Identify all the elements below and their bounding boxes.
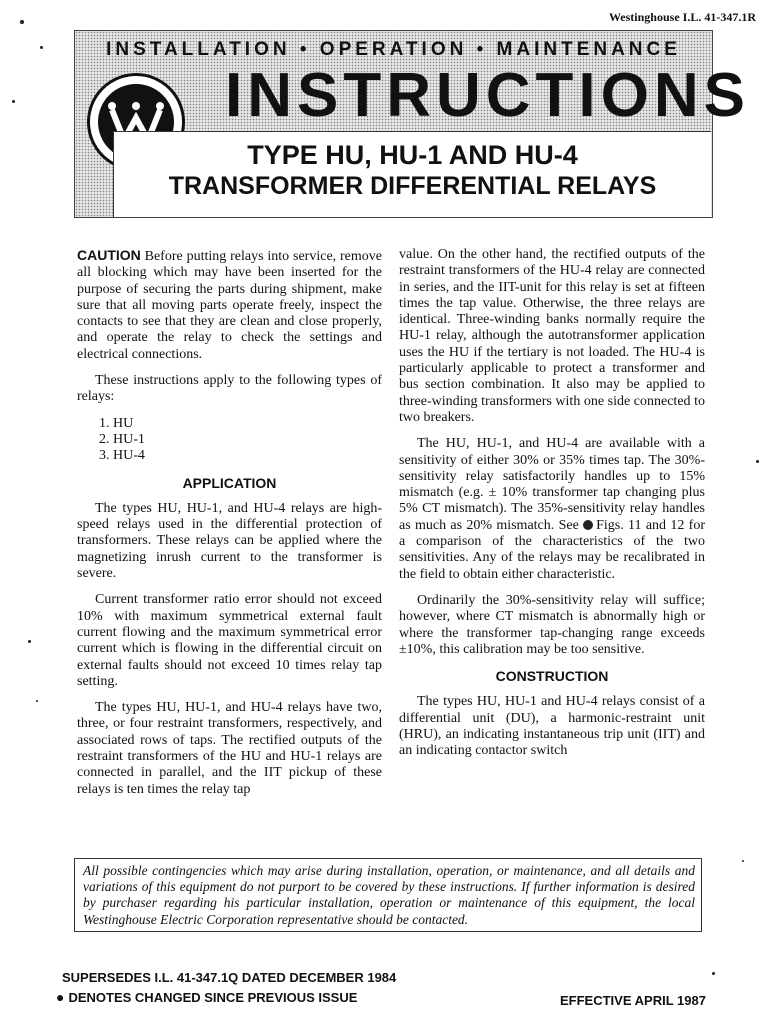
effective-date: EFFECTIVE APRIL 1987	[560, 993, 706, 1008]
banner-title: INSTRUCTIONS	[225, 61, 750, 130]
sensitivity-text: The HU, HU-1, and HU-4 are available with a sensitivity of either 30% or 35% times tap. The 30%-sensitivity relay satisfactorily handles up to 15% mismatch (e.g. ± 10% transformer tap changing plus 5% CT mismatch). The 35%-sensitivity relay handles as much as 20% mismatch. See	[399, 436, 705, 533]
banner	[74, 30, 750, 218]
change-marker-icon	[583, 520, 593, 530]
change-marker-icon: ●	[56, 989, 65, 1005]
document-title-line1: TYPE HU, HU-1 AND HU-4	[247, 140, 578, 170]
application-heading: APPLICATION	[182, 474, 277, 491]
document-number: Westinghouse I.L. 41-347.1R	[608, 10, 756, 24]
right-paragraph-2	[399, 436, 705, 583]
caution-paragraph	[77, 247, 382, 363]
banner-subtitle: INSTALLATION • OPERATION • MAINTENANCE	[106, 39, 681, 60]
changed-note	[56, 989, 357, 1005]
disclaimer-text: All possible contingencies which may arise during installation, operation, or maintenance, and all details and variations of this equipment do not purport to be covered by these instructions. If further information is desired by purchaser regarding his particular installation, operation or maintenance of this equipment, the local Westinghouse Electric Corporation representative should be contacted.	[83, 863, 695, 927]
construction-paragraph: The types HU, HU-1 and HU-4 relays consist of a differential unit (DU), a harmonic-restraint unit (HRU), an indicating instantaneous trip unit (IIT) and an indicating contactor switch	[399, 694, 705, 759]
changed-note-text: DENOTES CHANGED SINCE PREVIOUS ISSUE	[68, 990, 358, 1005]
caution-label: CAUTION	[77, 247, 141, 263]
disclaimer-box	[74, 858, 702, 932]
right-column	[399, 247, 705, 760]
title-box	[113, 131, 711, 217]
document-title-line2: TRANSFORMER DIFFERENTIAL RELAYS	[168, 172, 657, 200]
apply-intro: These instructions apply to the following types of relays:	[77, 373, 382, 405]
application-paragraph-2: Current transformer ratio error should not exceed 10% with maximum symmetrical external fault current flowing and the maximum symmetrical error current which is flowing in the differential circuit on external faults should not exceed 10 times relay tap setting.	[77, 592, 382, 689]
list-item: 1. HU	[99, 415, 134, 431]
application-paragraph-1: The types HU, HU-1, and HU-4 relays are high-speed relays used in the differential protection of transformers. These relays can be applied where the magnetizing inrush current to the transformer is severe.	[77, 500, 382, 582]
supersedes-note: SUPERSEDES I.L. 41-347.1Q DATED DECEMBER 1984	[62, 970, 397, 985]
right-paragraph-1: value. On the other hand, the rectified outputs of the restraint transformers of the HU-4 relay are connected in series, and the IIT-unit for this relay is set at fifteen times the tap value. Otherwise, the three relays are identical. Three-winding banks normally require the HU-1 relay, although the autotransformer application uses the HU if the tertiary is not loaded. The HU-4 is particularly applicable to protect a transformer and bus section combination. It also may be applied to three-winding transformers with one side connected to two breakers.	[399, 247, 705, 425]
list-item: 3. HU-4	[99, 448, 145, 464]
sensitivity-text-cont: Figs. 11 and 12 for a comparison of the characteristics of the two sensitivities. Any of the relays may be recalibrated in the field to obtain either characteristic.	[399, 517, 705, 582]
construction-heading: CONSTRUCTION	[495, 668, 609, 685]
list-item: 2. HU-1	[99, 431, 145, 447]
right-paragraph-3: Ordinarily the 30%-sensitivity relay will suffice; however, where CT mismatch is abnormally high or where the transformer tap-changing range exceeds ±10%, this calibration may be too sensitive.	[399, 592, 705, 657]
application-paragraph-3: The types HU, HU-1, and HU-4 relays have two, three, or four restraint transformers, respectively, and associated rows of taps. The rectified outputs of the restraint transformers of the HU and HU-1 relays are connected in parallel, and the IIT pickup of these relays is ten times the relay tap	[77, 700, 382, 797]
relay-type-list	[77, 416, 382, 465]
left-column	[77, 247, 382, 798]
caution-text: Before putting relays into service, remove all blocking which may have been inserted for the purpose of securing the parts during shipment, make sure that all moving parts operate freely, inspect the contacts to see that they are clean and close properly, and operate the relay to check the settings and electrical connections.	[77, 249, 382, 362]
